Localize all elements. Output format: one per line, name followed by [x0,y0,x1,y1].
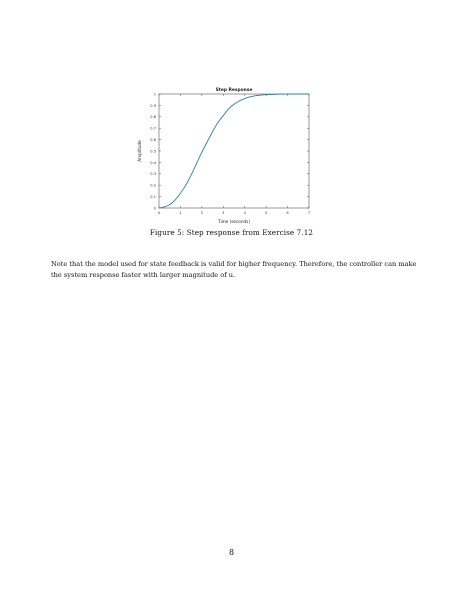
y-tick-label: 0.5 [150,149,156,154]
x-tick-label: 5 [264,211,268,215]
x-tick-label: 3 [222,211,225,215]
y-tick-label: 0.3 [150,172,156,177]
x-axis-label: Time (seconds) [218,219,250,224]
y-tick-label: 0.2 [150,183,156,188]
y-axis-label: Amplitude [137,140,142,162]
figure-caption: Figure 5: Step response from Exercise 7.12 [149,228,314,237]
y-tick-label: 0.9 [150,103,156,108]
paragraph-line-1: Note that the model used for state feedback is valid for higher frequency. Therefore, the controller can make [51,260,417,268]
x-tick-label: 7 [307,211,311,215]
x-tick-label: 0 [157,211,161,215]
body-paragraph [51,259,421,280]
y-tick-label: 0.7 [150,126,156,131]
chart-title: Step Response [215,88,253,93]
y-tick-label: 0.4 [150,160,156,165]
paragraph-line-2: the system response faster with larger magnitude of u. [51,270,236,279]
x-tick-label: 1 [179,211,182,215]
page-number: 8 [228,548,235,557]
y-tick-label: 0.8 [150,115,156,120]
step-response-chart [130,82,320,227]
x-tick-label: 2 [200,211,204,215]
y-tick-label: 0 [153,206,156,211]
y-tick-label: 0.1 [150,195,156,199]
y-tick-label: 0.6 [150,138,156,142]
x-tick-label: 4 [243,211,246,215]
x-tick-label: 6 [286,211,289,215]
y-tick-label: 1 [153,92,156,97]
